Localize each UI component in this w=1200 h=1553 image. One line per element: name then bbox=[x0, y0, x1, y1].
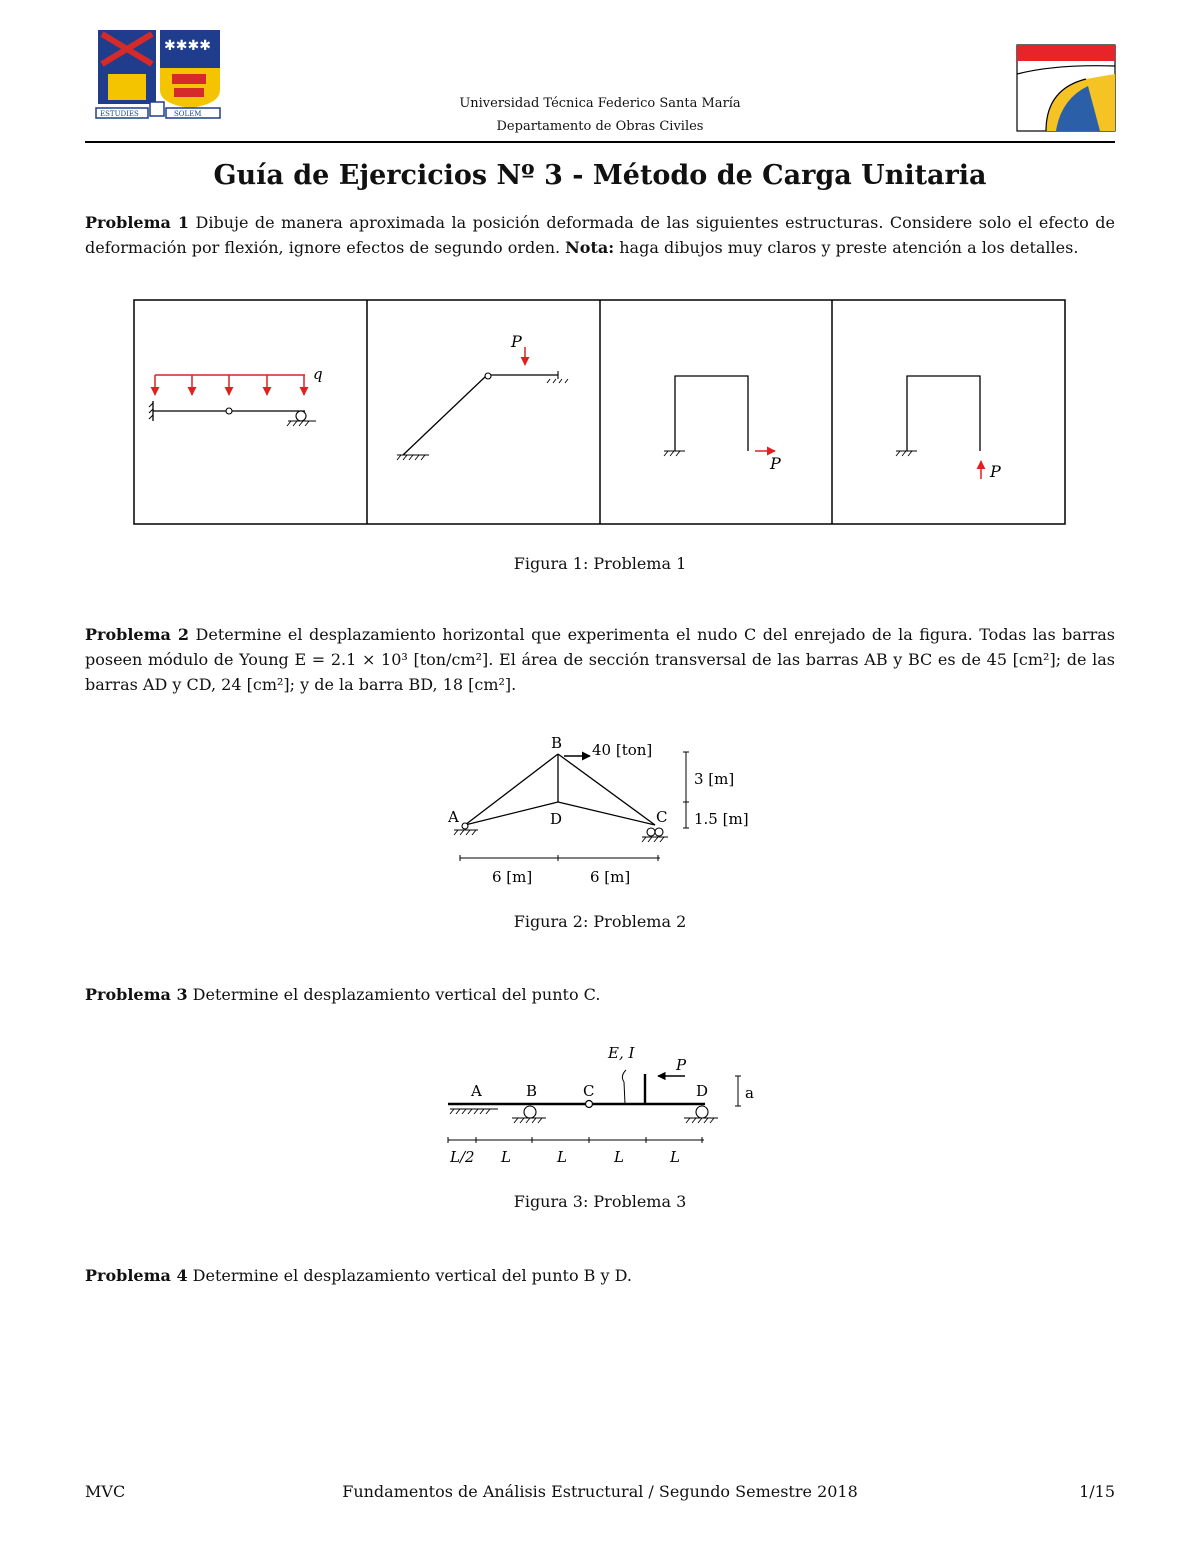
panel-1-beam bbox=[149, 365, 323, 426]
beam-load-label: P bbox=[676, 1056, 687, 1074]
problem-4-text: Determine el desplazamiento vertical del punto B y D. bbox=[192, 1266, 632, 1285]
beam-dim-a: a bbox=[745, 1084, 754, 1102]
dim-6m-left: 6 [m] bbox=[492, 868, 533, 886]
header-university: Universidad Técnica Federico Santa María bbox=[459, 96, 741, 111]
problem-1-text: Dibuje de manera aproximada la posición deformada de las siguientes estructuras. Considere solo el efecto de deformación por flexión, ignore efectos de segundo orden. bbox=[85, 213, 1116, 257]
panel-4-load-label: P bbox=[990, 462, 1001, 481]
node-c-label: C bbox=[656, 808, 668, 826]
header-department: Departamento de Obras Civiles bbox=[496, 119, 704, 134]
beam-node-d: D bbox=[696, 1082, 709, 1100]
beam-ei-label: E, I bbox=[608, 1044, 635, 1062]
header-rule bbox=[85, 141, 1115, 143]
beam-node-c: C bbox=[583, 1082, 595, 1100]
svg-text:✱✱✱✱: ✱✱✱✱ bbox=[164, 38, 211, 54]
beam-dim-l-3: L bbox=[614, 1148, 624, 1166]
node-d-label: D bbox=[550, 810, 563, 828]
problem-1-note-label: Nota: bbox=[565, 238, 615, 257]
node-b-label: B bbox=[551, 734, 563, 752]
beam-dim-l-2: L bbox=[557, 1148, 567, 1166]
figure-1-caption: Figura 1: Problema 1 bbox=[513, 554, 687, 573]
problem-3 bbox=[85, 982, 1115, 1007]
dim-3m: 3 [m] bbox=[694, 770, 735, 788]
footer-course: Fundamentos de Análisis Estructural / Segundo Semestre 2018 bbox=[342, 1482, 858, 1501]
dim-6m-right: 6 [m] bbox=[590, 868, 631, 886]
truss-load-label: 40 [ton] bbox=[592, 741, 653, 759]
panel-1-load-label: q bbox=[313, 365, 323, 383]
problem-2-text: Determine el desplazamiento horizontal que experimenta el nudo C del enrejado de la figura. Todas las barras poseen módulo de Young E = 2.1 × 10³ [ton/cm²]. El área de sección transversal de las barras AB y BC es de 45 [cm²]; de las barras AD y CD, 24 [cm²]; y de la barra BD, 18 [cm²]. bbox=[85, 625, 1116, 694]
problem-4-label: Problema 4 bbox=[85, 1266, 188, 1285]
beam-node-b: B bbox=[526, 1082, 538, 1100]
node-a-label: A bbox=[448, 808, 459, 826]
panel-3-frame bbox=[664, 376, 781, 473]
university-seal-logo bbox=[94, 28, 224, 128]
beam-dim-l-1: L bbox=[501, 1148, 511, 1166]
problem-2-label: Problema 2 bbox=[85, 625, 189, 644]
footer-page-number: 1/15 bbox=[1079, 1482, 1115, 1501]
figure-3-caption: Figura 3: Problema 3 bbox=[513, 1192, 687, 1211]
panel-4-frame bbox=[896, 376, 1001, 481]
problem-3-label: Problema 3 bbox=[85, 985, 188, 1004]
beam-node-a: A bbox=[471, 1082, 482, 1100]
panel-3-load-label: P bbox=[770, 454, 781, 473]
figure-3-beam bbox=[440, 1040, 770, 1170]
seal-motto-right: SOLEM bbox=[174, 110, 202, 118]
page-title: Guía de Ejercicios Nº 3 - Método de Carga Unitaria bbox=[213, 160, 987, 191]
dim-1-5m: 1.5 [m] bbox=[694, 810, 749, 828]
footer-author: MVC bbox=[85, 1482, 126, 1501]
department-logo bbox=[1016, 44, 1116, 134]
problem-1-label: Problema 1 bbox=[85, 213, 189, 232]
panel-2-frame bbox=[397, 332, 568, 460]
problem-3-text: Determine el desplazamiento vertical del punto C. bbox=[192, 985, 601, 1004]
beam-dim-l-half: L/2 bbox=[450, 1148, 475, 1166]
panel-2-load-label: P bbox=[511, 332, 522, 351]
figure-2-caption: Figura 2: Problema 2 bbox=[513, 912, 687, 931]
problem-4 bbox=[85, 1263, 1115, 1288]
figure-2-truss bbox=[440, 730, 760, 890]
seal-motto-left: ESTUDIES bbox=[100, 110, 139, 118]
problem-1 bbox=[85, 210, 1115, 260]
figure-1-structures bbox=[133, 299, 1067, 527]
problem-1-note-text: haga dibujos muy claros y preste atención a los detalles. bbox=[619, 238, 1079, 257]
problem-2 bbox=[85, 622, 1115, 697]
beam-dim-l-4: L bbox=[670, 1148, 680, 1166]
